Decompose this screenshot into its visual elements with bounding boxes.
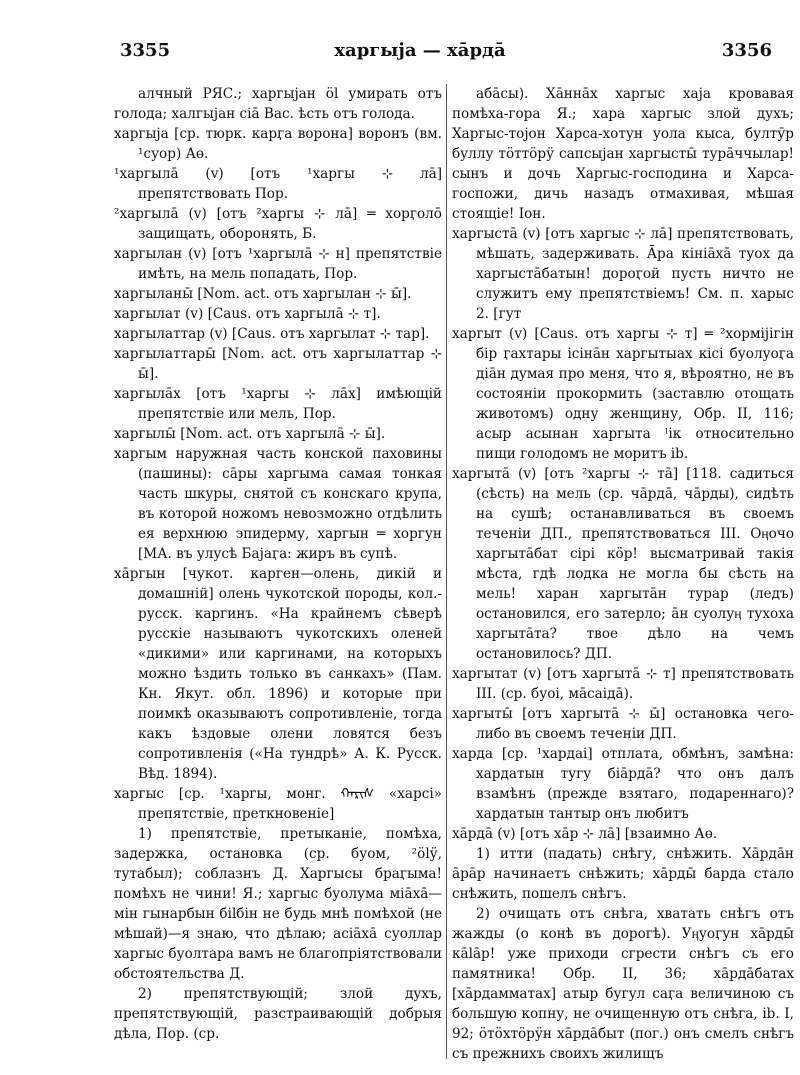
entry-left-10: харгыла̄х [отъ ¹харгы ⊹ ла̄х] имѣющій препятствіе или мель, Пор. <box>114 386 442 422</box>
entry-right-8: ха̄рда̄ (v) [отъ ха̄р ⊹ ла̄] [взаимно Аө. <box>452 826 718 842</box>
entry-left-8: харгылаттар (v) [Caus. отъ харгылат ⊹ тар]. <box>114 326 430 342</box>
entry-left-4: ²харгыла̄ (v) [отъ ²харгы ⊹ ла̄] ═ хорӷолō защищать, оборонять, Б. <box>114 206 442 242</box>
page-number-left: 3355 <box>120 40 171 61</box>
left-column <box>114 84 442 1064</box>
running-head: харгыја — ха̄рда̄ <box>334 40 506 61</box>
entry-right-6: харгыты̄ [отъ харгыта̄ ⊹ ы̄] остановка чего-либо въ своемъ теченіи ДП. <box>452 706 794 742</box>
entry-right-3: харгыт (v) [Caus. отъ харгы ⊹ т] ═ ²хормiјiгiн бiр ӷахтары ісiна̄н харгытыах кiсi буолуоӷа дiа̄н думая про меня, что я, вѣроятно, не въ состояніи прокормить (заставлю отощать животомъ) одну женщину, Обр. II, 116; асыр асынан харгыта ˡiк относительно пищи голодомъ не моритъ ib. <box>452 326 794 462</box>
entry-left-12: харгым наружная часть конской паховины (пашины): сāры харгыма самая тонкая часть шкуры, снятой съ конскаго крупа, въ которой ножомъ невозможно отдѣлить ея верхнюю эпидерму, харгын ═ хоргун [МА. въ улусѣ Бајаӷа: жиръ въ супѣ. <box>114 446 442 562</box>
entry-left-16: 2) препятствующій; злой духъ, препятствующій, разстраивающій добрыя дѣла, Пор. (ср. <box>114 986 442 1042</box>
entry-right-7: харда [ср. ¹хардаі] отплата, обмѣнъ, замѣна: хардатын тугу біа̄рда̄? что онъ далъ взамѣнъ (прежде взятаго, подареннаго)? хардатын тантыр онъ любитъ <box>452 746 794 822</box>
entry-right-10: 2) очищать отъ снѣга, хватать снѣгъ отъ жажды (о конѣ въ дорогѣ). Уӊуоӷун ха̄рды̄ ка̄lа̄р! уже приходи сгрести снѣгъ съ его памятника! Обр. II, 36; ха̄рда̄батах [ха̄рдамматах] атыр бугул саӷа величиною съ большую копну, не очищенную отъ снѣга, ib. I, 92; ӧтӧхтӧрӱн ха̄рда̄быт (пог.) онъ смелъ снѣгъ съ прежнихъ своихъ жилищъ <box>452 906 794 1062</box>
entry-left-3: ¹харгыла̄ (v) [отъ ¹харгы ⊹ ла̄] препятствовать Пор. <box>114 166 442 202</box>
entry-left-2: харгыја [ср. тюрк. карӷа ворона] воронъ (вм. ¹суор) Аө. <box>114 126 442 162</box>
entry-right-5: харгытат (v) [отъ харгыта̄ ⊹ т] препятствовать III. (ср. буоі, ма̄саiда̄). <box>452 666 794 702</box>
entry-left-7: харгылат (v) [Caus. отъ харгыла̄ ⊹ т]. <box>114 306 381 322</box>
page-number-right: 3356 <box>721 40 772 61</box>
entry-left-6: харгыланы̄ [Nom. act. отъ харгылан ⊹ ы̄]. <box>114 286 412 302</box>
page-header <box>0 40 800 70</box>
entry-right-4: харгыта̄ (v) [отъ ²харгы ⊹ та̄] [118. садиться (сѣсть) на мель (ср. ча̄рда̄, ча̄рды), сидѣть на сушѣ; останавливаться въ своемъ теченіи ДП., препятствоваться III. Оӊочо харгыта̄бат сірi кӧр! высматривай такія мѣста, гдѣ лодка не могла бы сѣсть на мель! харан харгыта̄н турар (ледъ) остановился, его затерло; а̄н суолуӊ тухоха харгыта̄та? твое дѣло на чемъ остановилось? ДП. <box>452 466 794 662</box>
entry-left-1: алчный РЯС.; харгыјан ӧl умирать отъ голода; халгыјан сіа̄ Вас. ѣсть отъ голода. <box>114 86 442 122</box>
entry-left-11: харгылы̄ [Nom. act. отъ харгыла̄ ⊹ ы̄]. <box>114 426 386 442</box>
entry-right-1: абāсы). Ха̄нна̄х харгыс хаја кровавая помѣха-гора Я.; хара харгыс злой духъ; Харгыс-тојон Харса-хотун уола кыса, бултӯр буллу тӧттӧрӱ сапсыјан харгысты̄ тура̄ччылар! сынъ и дочь Харгыс-господина и Харса-госпожи, дичь назадъ отмахивая, мѣшая стоящіе! Іон. <box>452 86 794 222</box>
entry-right-2: харгыста̄ (v) [отъ харгыс ⊹ ла̄] препятствовать, мѣшать, задерживать. А̄ра кініа̄ха̄ туох да харгыста̄батын! дороӷой пусть ничто не служитъ ему препятствіемъ! См. п. харыс 2. [гут <box>452 226 794 322</box>
entry-left-15: 1) препятствіе, претыканіе, помѣха, задержка, остановка (ср. буом, ²ӧlӱ, тутабыл); соблазнъ Д. Харгысы браӷыма! помѣхъ не чини! Я.; харгыс буолума міа̄ха̄—мін гынарбын біlбін не будь мнѣ помѣхой (не мѣшай)—я знаю, что дѣлаю; асіа̄ха̄ суоллар харгыс буолтара вамъ не благопріятствовали обстоятельства Д. <box>114 826 442 982</box>
entry-left-14: харгыс [ср. ¹харгы, монг. ᠬᠠᠷᠢᠰ «харсі» препятствіе, преткновеніе] <box>114 786 442 822</box>
right-column <box>452 84 794 1064</box>
entry-right-9: 1) итти (падать) снѣгу, снѣжить. Ха̄рда̄н а̄ра̄р начинаетъ снѣжить; ха̄рды̄ барда стало снѣжить, пошелъ снѣгъ. <box>452 846 794 902</box>
entry-left-5: харгылан (v) [отъ ¹харгыла̄ ⊹ н] препятствіе имѣть, на мель попадать, Пор. <box>114 246 442 282</box>
entry-left-13: ха̄ргын [чукот. карген—олень, дикій и домашній] олень чукотской породы, кол.-русск. каргинъ. «На крайнемъ сѣверѣ русскіе называютъ чукотскихъ оленей «дикими» или каргинами, на которыхъ можно ѣздить только въ санкахъ» (Пам. Кн. Якут. обл. 1896) и которые при поимкѣ оказываютъ сопротивленіе, тогда какъ ѣздовые олени ловятся безъ сопротивленія («На тундрѣ» А. К. Русск. Вѣд. 1894). <box>114 566 442 782</box>
column-divider <box>446 84 447 1059</box>
entry-left-9: харгылаттары̄ [Nom. act. отъ харгылаттар ⊹ ы̄]. <box>114 346 442 382</box>
